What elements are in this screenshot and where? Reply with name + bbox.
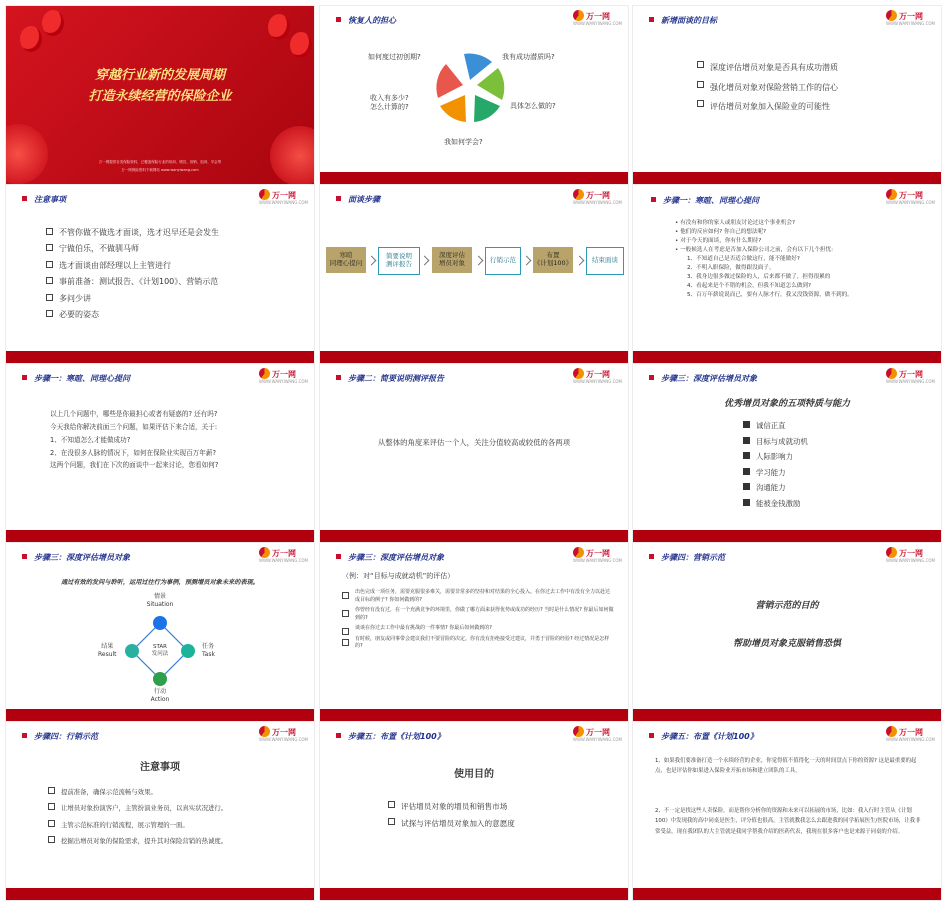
list-item: 深度评估增员对象是否具有成功潜质	[697, 58, 838, 78]
slide-steps[interactable]	[320, 185, 628, 363]
logo-sub: WWW.WANYIWANG.COM	[886, 737, 935, 742]
list-item: • 对于今天的面谈，你有什么期待?	[675, 237, 762, 244]
cover-title-2: 打造永续经营的保险企业	[88, 89, 232, 104]
brand-logo	[886, 368, 935, 384]
worry-question: 我有成功潜质吗?	[502, 53, 555, 61]
slide-notes[interactable]	[6, 185, 314, 363]
slide-star-method[interactable]	[6, 543, 314, 721]
logo-sub: WWW.WANYIWANG.COM	[259, 200, 308, 205]
numbered-item: 3、我身边很多做过保险的人，后来都不做了，担得很累的	[687, 273, 831, 280]
logo-sub: WWW.WANYIWANG.COM	[573, 737, 622, 742]
footer-bar	[633, 172, 941, 184]
worry-question: 我如何学会?	[444, 138, 483, 146]
logo-icon	[259, 368, 270, 379]
brand-logo	[886, 10, 935, 26]
step-box: 深度评估 增员对象	[432, 247, 472, 273]
fan-decoration	[6, 124, 48, 184]
slide-plan100-explanation[interactable]	[633, 722, 941, 900]
text-line: 2、在没很多人脉的情况下，如何在保险业实现百万年薪?	[50, 448, 216, 457]
logo-name: 万一网	[899, 728, 923, 737]
list-item: 多问少讲	[46, 291, 219, 307]
worry-question: 收入有多少? 怎么计算的?	[370, 94, 409, 112]
slide-header: 新增面谈的目标	[649, 15, 717, 26]
logo-name: 万一网	[899, 549, 923, 558]
numbered-item: 2、不明入职保险，做得跟没面子。	[687, 264, 775, 271]
slide-evaluation-example[interactable]	[320, 543, 628, 721]
list-item-text: 他们的反应如何? 你自己的想法呢?	[680, 228, 767, 235]
slide-header: 步骤三：深度评估增员对象	[22, 552, 130, 563]
slide-plan100-purpose[interactable]	[320, 722, 628, 900]
slide-step1-questions[interactable]	[633, 185, 941, 363]
brand-logo	[573, 10, 622, 26]
logo-sub: WWW.WANYIWANG.COM	[259, 558, 308, 563]
logo-sub: WWW.WANYIWANG.COM	[886, 21, 935, 26]
logo-icon	[573, 189, 584, 200]
slide-demo-purpose[interactable]	[633, 543, 941, 721]
logo-name: 万一网	[586, 549, 610, 558]
list-item: 评估增员对象的增员和销售市场	[388, 798, 515, 815]
list-item: 选才面谈由部经理以上主管进行	[46, 258, 219, 274]
star-node-task: 任务 Task	[202, 643, 215, 658]
footer-bar	[320, 172, 628, 184]
footer-bar	[633, 351, 941, 363]
list-item: 试探与评估增员对象加入的意愿度	[388, 815, 515, 832]
list-item: 挖掘出增员对象的保险需求，提升其对保险营销的热诚度。	[48, 833, 227, 849]
logo-name: 万一网	[586, 370, 610, 379]
logo-icon	[886, 368, 897, 379]
brand-logo	[573, 189, 622, 205]
logo-sub: WWW.WANYIWANG.COM	[886, 379, 935, 384]
cover-footnote-2: 万一网保险资料下载网站 www.wanyiwang.com	[121, 168, 199, 172]
logo-name: 万一网	[899, 12, 923, 21]
numbered-item: 5、百万年薪说说而已，要有人脉才行，我又没钱资源，做不到的。	[687, 291, 853, 298]
logo-name: 万一网	[899, 191, 923, 200]
slide-step2[interactable]	[320, 364, 628, 542]
list-item: • 有没有和你的家人或朋友讨论过这个事业机会?	[675, 220, 795, 226]
brand-logo	[259, 368, 308, 384]
question-list	[675, 219, 853, 299]
logo-icon	[573, 368, 584, 379]
star-intro: 通过有效的发问与聆听，运用过往行为事例，预测增员对象未来的表现。	[61, 579, 259, 586]
logo-icon	[573, 547, 584, 558]
footer-bar	[6, 530, 314, 542]
traits-title: 优秀增员对象的五项特质与能力	[723, 399, 850, 409]
demo-notes-list	[48, 784, 227, 849]
arrow-right-icon	[367, 256, 377, 266]
text-line: 以上几个问题中，哪些是你最担心或者有疑惑的? 还有吗?	[50, 410, 218, 418]
slide-worries[interactable]	[320, 6, 628, 184]
logo-sub: WWW.WANYIWANG.COM	[573, 200, 622, 205]
slide-header: 恢复人的担心	[336, 15, 396, 26]
logo-icon	[573, 726, 584, 737]
brand-logo	[259, 726, 308, 742]
list-item: 宁做伯乐，不做驯马师	[46, 241, 219, 257]
plan100-paragraph-1: 1、如果我们要准备打造一个永续经营的企业，你觉得值不值得化一天的时间盘点下你的资源? 这是最重要的起点，也是评估你如果进入保险业开拓市场和建立团队的工具。	[655, 758, 917, 775]
logo-sub: WWW.WANYIWANG.COM	[886, 200, 935, 205]
lantern-decoration	[268, 14, 290, 40]
footer-bar	[633, 888, 941, 900]
footer-bar	[320, 709, 628, 721]
evaluation-subtitle: （例：对“目标与成就动机”的评估）	[342, 572, 455, 580]
logo-name: 万一网	[272, 728, 296, 737]
list-item: • 他们的反应如何? 你自己的想法呢?	[675, 228, 767, 235]
cover-footnote-1: 万一网提供各类保险资料，已覆盖保险行业的培训、增员、营销、组训、早会等	[98, 160, 222, 164]
logo-icon	[886, 726, 897, 737]
logo-icon	[886, 189, 897, 200]
logo-icon	[259, 547, 270, 558]
goal-list	[697, 58, 838, 117]
list-item-text: 有没有和你的家人或朋友讨论过这个事业机会?	[680, 220, 795, 226]
footer-bar	[320, 351, 628, 363]
numbered-item: 1、不知道自己是否适合做这行，能不能做好?	[687, 255, 800, 262]
list-item: 必要的姿态	[46, 307, 219, 323]
numbered-item: 4、看起来是个不错的机会，但我不知道怎么做到?	[687, 282, 811, 289]
logo-icon	[259, 189, 270, 200]
logo-name: 万一网	[586, 728, 610, 737]
slide-demo-notes[interactable]	[6, 722, 314, 900]
slide-header: 注意事项	[22, 194, 66, 205]
footer-bar	[633, 709, 941, 721]
list-item-text: 一般候选人在考虑是否加入保险公司之前，会有以下几个担忧:	[680, 246, 833, 253]
brand-logo	[573, 726, 622, 742]
footer-bar	[320, 530, 628, 542]
logo-name: 万一网	[586, 12, 610, 21]
lantern-decoration	[290, 32, 312, 58]
slide-header: 步骤一：寒暄、同理心提问	[22, 373, 130, 384]
notes-list	[46, 225, 219, 323]
demo-purpose-title: 营销示范的目的	[755, 601, 819, 611]
list-item: • 一般候选人在考虑是否加入保险公司之前，会有以下几个担忧:	[675, 246, 833, 253]
arrow-right-icon	[575, 256, 585, 266]
brand-logo	[573, 368, 622, 384]
list-item: 目标与成就动机	[743, 434, 808, 450]
slide-five-traits[interactable]	[633, 364, 941, 542]
lantern-decoration	[42, 10, 64, 36]
brand-logo	[259, 547, 308, 563]
slide-header: 步骤五：布置《计划100》	[336, 731, 445, 742]
plan100-paragraph-2: 2、不一定是找这些人卖保险，而是帮你分析你的资源和未来可以拓展的市场，比如：我入行时主管从《计划100》中发现我的高中同桌是医生，评分值也很高，主管就教我怎么去跟进我的同学拓展医生/医院市场，让我非常受益，现在我团队的大主管就是我同学帮我介绍的医药代表，我现在很多客户也是来源于同桌的介绍。	[655, 808, 921, 835]
lantern-decoration	[20, 26, 42, 52]
fan-decoration	[270, 126, 314, 184]
brand-logo	[259, 189, 308, 205]
footer-bar	[6, 709, 314, 721]
logo-icon	[886, 547, 897, 558]
demo-purpose-text: 帮助增员对象克服销售恐惧	[732, 639, 841, 649]
step2-body: 从整体的角度来评估一个人，关注分值较高或较低的各两项	[377, 438, 571, 447]
cover-title-1: 穿越行业新的发展周期	[94, 68, 225, 83]
slide-step1-followup[interactable]	[6, 364, 314, 542]
slide-header: 步骤三：深度评估增员对象	[336, 552, 444, 563]
list-item: 出色完成一项任务，需要克服很多难关，需要非常多的坚持和对结果的全心投入。在你过去工作中有没有全力以赴达成目标的例子? 你如何做到的?	[342, 589, 614, 604]
slide-cover[interactable]	[6, 6, 314, 184]
people-circle-icon	[430, 48, 510, 128]
star-node-action: 行动 Action	[150, 688, 170, 703]
logo-name: 万一网	[272, 549, 296, 558]
list-item: 有时候，朋友或同事带会建议我们不要冒险的决定。你有没有拒绝接受过建议，并勇于冒险的经验? 经过情况是怎样的?	[342, 636, 614, 651]
slide-header: 面谈步骤	[336, 194, 380, 205]
list-item: 事前准备：测试报告、《计划100》、营销示范	[46, 274, 219, 290]
step-box: 寒暄 同理心提问	[326, 247, 366, 273]
plan100-title: 使用目的	[454, 769, 494, 780]
followup-text	[50, 408, 218, 472]
logo-icon	[573, 10, 584, 21]
list-item-text: 对于今天的面谈，你有什么期待?	[680, 237, 762, 244]
traits-list	[743, 418, 808, 511]
evaluation-list	[342, 589, 614, 651]
step-box: 简要说明 测评报告	[378, 247, 420, 275]
worry-question: 如何度过初创期?	[368, 53, 421, 61]
logo-sub: WWW.WANYIWANG.COM	[573, 558, 622, 563]
list-item: 评估增员对象加入保险业的可能性	[697, 97, 838, 117]
slide-header: 步骤四：营销示范	[649, 552, 725, 563]
brand-logo	[886, 726, 935, 742]
slide-header: 步骤四：行销示范	[22, 731, 98, 742]
star-node-situation: 情景 Situation	[146, 593, 174, 608]
list-item: 人际影响力	[743, 449, 808, 465]
arrow-right-icon	[522, 256, 532, 266]
star-node-result: 结果 Result	[98, 643, 117, 658]
slide-header: 步骤三：深度评估增员对象	[649, 373, 757, 384]
list-item: 主管示范标准的行销流程，展示管理的一面。	[48, 817, 227, 833]
arrow-right-icon	[474, 256, 484, 266]
slide-header: 步骤五：布置《计划100》	[649, 731, 758, 742]
text-line: 今天我给你解决前面三个问题，如果评估下来合适，关于:	[50, 422, 218, 431]
list-item: 强化增员对象对保险营销工作的信心	[697, 78, 838, 98]
brand-logo	[886, 189, 935, 205]
list-item: 谈谈在你过去工作中最有挑战的一件事情? 你最后如何做到的?	[342, 625, 614, 633]
slide-goals[interactable]	[633, 6, 941, 184]
text-line: 这两个问题，我们在下次的面谈中一起来讨论，您看如何?	[50, 461, 219, 470]
list-item: 不管你做不做选才面谈，选才迟早还是会发生	[46, 225, 219, 241]
text-line: 1、不知道怎么才能做成功?	[50, 435, 131, 444]
worry-question: 具体怎么做的?	[510, 102, 556, 110]
list-item: 能被金钱激励	[743, 496, 808, 512]
logo-sub: WWW.WANYIWANG.COM	[886, 558, 935, 563]
list-item: 提前准备，确保示范流畅与效果。	[48, 784, 227, 800]
logo-sub: WWW.WANYIWANG.COM	[259, 737, 308, 742]
slide-header: 步骤二：简要说明测评报告	[336, 373, 444, 384]
logo-sub: WWW.WANYIWANG.COM	[573, 21, 622, 26]
logo-name: 万一网	[272, 370, 296, 379]
list-item: 沟通能力	[743, 480, 808, 496]
brand-logo	[573, 547, 622, 563]
star-center-label: STAR 发问法	[151, 644, 169, 658]
arrow-right-icon	[420, 256, 430, 266]
footer-bar	[633, 530, 941, 542]
footer-bar	[320, 888, 628, 900]
logo-name: 万一网	[586, 191, 610, 200]
step-box: 布置 《计划100》	[533, 247, 573, 273]
logo-icon	[886, 10, 897, 21]
logo-name: 万一网	[272, 191, 296, 200]
logo-name: 万一网	[899, 370, 923, 379]
list-item: 你曾经有没有过，在一个充满竞争的环境里，你做了哪方面来获得优势或成功的经历? 当时是什么情况? 你最后如何做到的?	[342, 607, 614, 622]
step-box: 结束面谈	[586, 247, 624, 275]
demo-notes-title: 注意事项	[140, 762, 180, 773]
footer-bar	[6, 888, 314, 900]
footer-bar	[6, 351, 314, 363]
logo-sub: WWW.WANYIWANG.COM	[573, 379, 622, 384]
slide-header: 步骤一：寒暄、同理心提问	[651, 195, 759, 206]
step-box: 行销示范	[485, 247, 521, 275]
plan100-list	[388, 798, 515, 832]
logo-sub: WWW.WANYIWANG.COM	[259, 379, 308, 384]
list-item: 让增员对象扮演客户，主管扮演业务员，以真实状况进行。	[48, 800, 227, 816]
list-item: 诚信正直	[743, 418, 808, 434]
logo-icon	[259, 726, 270, 737]
list-item: 学习能力	[743, 465, 808, 481]
brand-logo	[886, 547, 935, 563]
